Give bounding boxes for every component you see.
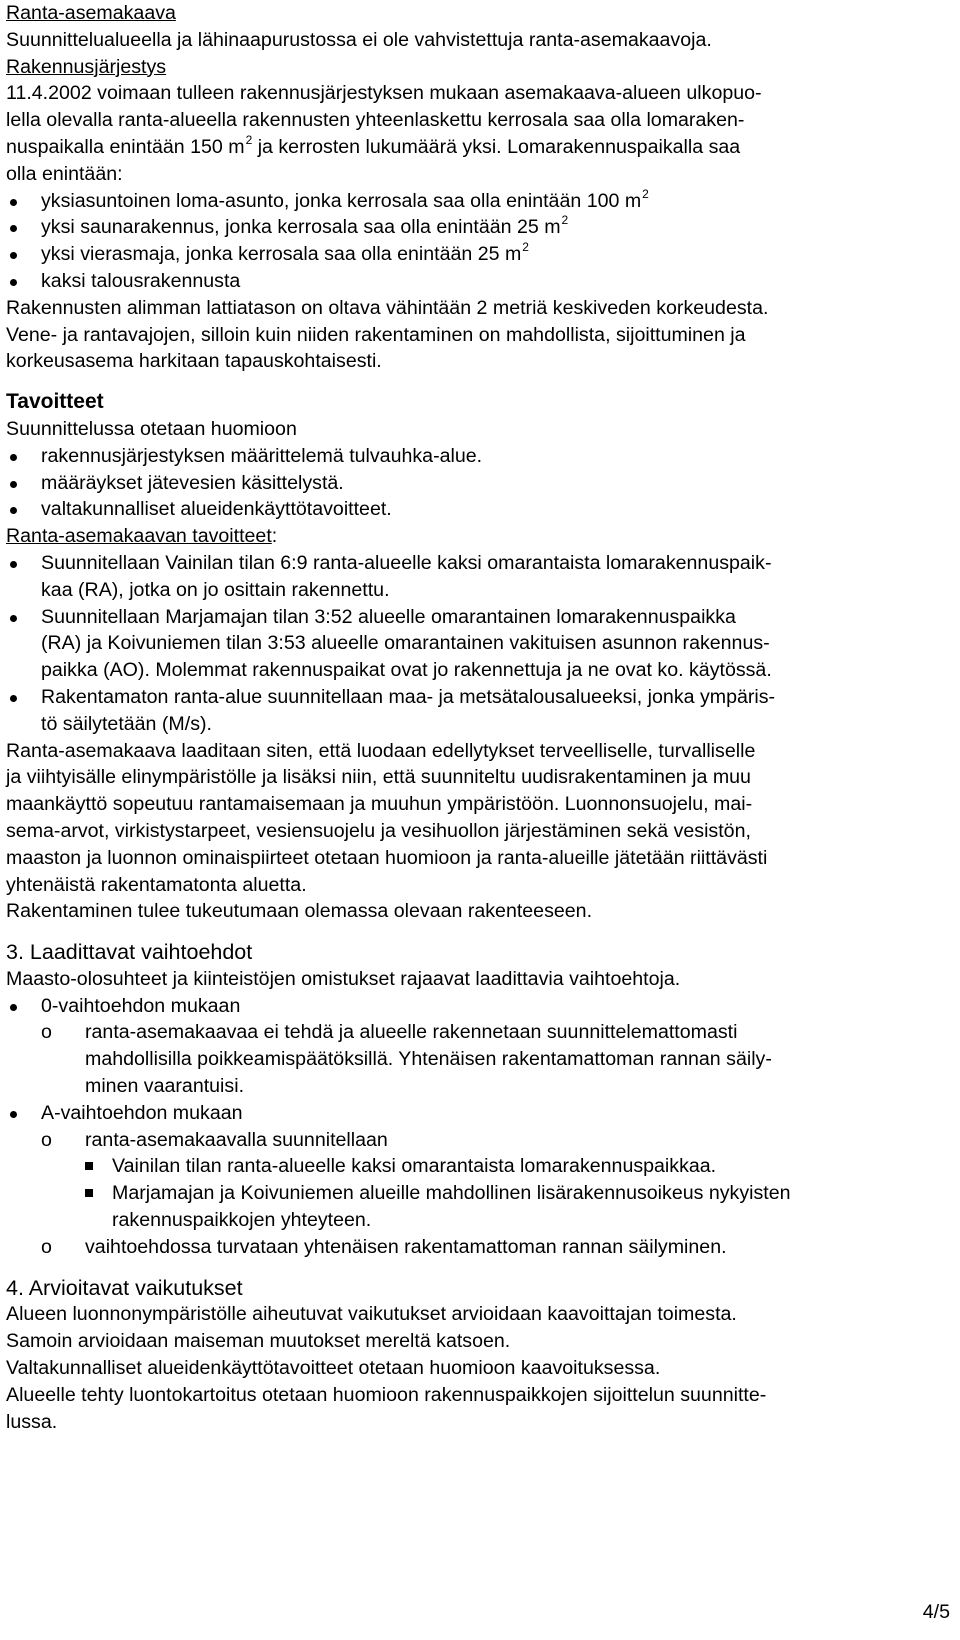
paragraph-line: maankäyttö sopeutuu rantamaisemaan ja muuhun ympäristöön. Luonnonsuojelu, mai- — [6, 793, 753, 816]
paragraph-line: maaston ja luonnon ominaispiirteet otetaan huomioon ja ranta-alueille jätetään riittävästi — [6, 846, 768, 869]
section-title-laadittavat-vaihtoehdot: 3. Laadittavat vaihtoehdot — [6, 940, 253, 965]
bullet-icon — [10, 481, 17, 488]
list-item: Rakentamaton ranta-alue suunnitellaan maa- ja metsätalousalueeksi, jonka ympäris- — [6, 684, 954, 711]
list-item: rakennusjärjestyksen määrittelemä tulvauhka-alue. — [6, 443, 954, 470]
bullet-icon — [10, 615, 17, 622]
square-bullet-icon — [85, 1162, 93, 1170]
circle-bullet-icon: o — [41, 1021, 52, 1044]
sub-list-item: o vaihtoehdossa turvataan yhtenäisen rakentamattoman rannan säilyminen. — [6, 1234, 954, 1261]
list-item: määräykset jätevesien käsittelystä. — [6, 470, 954, 497]
sub-list-item: o ranta-asemakaavalla suunnitellaan — [6, 1127, 954, 1154]
bullet-icon — [10, 695, 17, 702]
paragraph-line: yhtenäistä rakentamatonta aluetta. — [6, 873, 307, 896]
section-title-arvioitavat-vaikutukset: 4. Arvioitavat vaikutukset — [6, 1275, 243, 1300]
list-item: yksi saunarakennus, jonka kerrosala saa olla enintään 25 $m^2$ — [6, 214, 954, 241]
bullet-icon — [10, 279, 17, 286]
bullet-icon — [10, 225, 17, 232]
bullet-icon — [10, 1004, 17, 1011]
paragraph-line: sema-arvot, virkistystarpeet, vesiensuojelu ja vesihuollon järjestäminen sekä vesistön, — [6, 819, 751, 842]
bullet-icon — [10, 454, 17, 461]
paragraph-line: korkeusasema harkitaan tapauskohtaisesti. — [6, 350, 382, 373]
list-item-continuation: kaa (RA), jotka on jo osittain rakennettu. — [41, 578, 390, 601]
list-item: kaksi talousrakennusta — [6, 268, 954, 295]
paragraph-line: Samoin arvioidaan maiseman muutokset mereltä katsoen. — [6, 1330, 511, 1353]
bullet-icon — [10, 199, 17, 206]
paragraph-line: olla enintään: — [6, 162, 123, 185]
list-item-continuation: tö säilytetään (M/s). — [41, 712, 212, 735]
subsection-title-ranta-asemakaavan-tavoitteet: Ranta-asemakaavan tavoitteet: — [6, 525, 278, 548]
document-page — [6, 0, 954, 1435]
bullet-icon — [10, 252, 17, 259]
section-title-tavoitteet: Tavoitteet — [6, 390, 104, 414]
ranta-asemakaava-text: Suunnittelualueella ja lähinaapurustossa ei ole vahvistettuja ranta-asemakaavoja. — [6, 28, 712, 51]
paragraph-line: Valtakunnalliset alueidenkäyttötavoitteet otetaan huomioon kaavoituksessa. — [6, 1357, 661, 1380]
list-item: valtakunnalliset alueidenkäyttötavoitteet. — [6, 496, 954, 523]
paragraph-line: Alueelle tehty luontokartoitus otetaan huomioon rakennuspaikkojen sijoittelun suunnitte- — [6, 1383, 767, 1406]
list-item-continuation: paikka (AO). Molemmat rakennuspaikat ovat jo rakennettuja ja ne ovat ko. käytössä. — [41, 659, 772, 682]
list-item-continuation: (RA) ja Koivuniemen tilan 3:53 alueelle omarantainen vakituisen asunnon rakennus- — [41, 632, 770, 655]
section-title-ranta-asemakaava: Ranta-asemakaava — [6, 2, 176, 24]
page-number: 4/5 — [922, 1601, 950, 1623]
bullet-icon — [10, 561, 17, 568]
vaihtoehdot-intro: Maasto-olosuhteet ja kiinteistöjen omistukset rajaavat laadittavia vaihtoehtoja. — [6, 967, 681, 990]
list-item: yksi vierasmaja, jonka kerrosala saa olla enintään 25 $m^2$ — [6, 241, 954, 268]
paragraph-line: Rakennusten alimman lattiatason on oltava vähintään 2 metriä keskiveden korkeudesta. — [6, 296, 769, 319]
square-list-item: Vainilan tilan ranta-alueelle kaksi omarantaista lomarakennuspaikkaa. — [6, 1153, 954, 1180]
sub-list-item: o ranta-asemakaavaa ei tehdä ja alueelle rakennetaan suunnittelemattomasti — [6, 1019, 954, 1046]
superscript: 2 — [245, 132, 253, 147]
tavoitteet-intro: Suunnittelussa otetaan huomioon — [6, 417, 297, 440]
sub-list-item-continuation: mahdollisilla poikkeamispäätöksillä. Yhtenäisen rakentamattoman rannan säily- — [85, 1048, 772, 1071]
section-title-rakennusjarjestys: Rakennusjärjestys — [6, 55, 167, 78]
list-item: Suunnitellaan Marjamajan tilan 3:52 alueelle omarantainen lomarakennuspaikka — [6, 604, 954, 631]
paragraph-line: nuspaikalla enintään 150 $m^2$ ja kerrosten lukumäärä yksi. Lomarakennuspaikalla saa — [6, 132, 741, 158]
circle-bullet-icon: o — [41, 1128, 52, 1151]
bullet-icon — [10, 507, 17, 514]
paragraph-line: Ranta-asemakaava laaditaan siten, että luodaan edellytykset terveelliselle, turvalliselle — [6, 739, 756, 762]
circle-bullet-icon: o — [41, 1235, 52, 1258]
list-item: A-vaihtoehdon mukaan — [6, 1100, 954, 1127]
paragraph-line: Vene- ja rantavajojen, silloin kuin niiden rakentaminen on mahdollista, sijoittuminen ja — [6, 323, 746, 346]
list-item: 0-vaihtoehdon mukaan — [6, 993, 954, 1020]
paragraph-line: 11.4.2002 voimaan tulleen rakennusjärjestyksen mukaan asemakaava-alueen ulkopuo- — [6, 82, 762, 105]
paragraph-line: Alueen luonnonympäristölle aiheutuvat vaikutukset arvioidaan kaavoittajan toimesta. — [6, 1303, 737, 1326]
paragraph-line: ja viihtyisälle elinympäristölle ja lisäksi niin, että suunniteltu uudisrakentaminen ja muu — [6, 766, 751, 789]
bullet-icon — [10, 1111, 17, 1118]
list-item: Suunnitellaan Vainilan tilan 6:9 ranta-alueelle kaksi omarantaista lomarakennuspaik- — [6, 550, 954, 577]
paragraph-line: lella olevalla ranta-alueella rakennusten yhteenlaskettu kerrosala saa olla lomaraken- — [6, 109, 745, 132]
square-list-item: Marjamajan ja Koivuniemen alueille mahdollinen lisärakennusoikeus nykyisten — [6, 1180, 954, 1207]
paragraph-line: lussa. — [6, 1410, 58, 1433]
square-bullet-icon — [85, 1189, 93, 1197]
square-list-item-continuation: rakennuspaikkojen yhteyteen. — [112, 1209, 372, 1232]
sub-list-item-continuation: minen vaarantuisi. — [85, 1075, 245, 1098]
list-item: yksiasuntoinen loma-asunto, jonka kerrosala saa olla enintään 100 $m^2$ — [6, 188, 954, 215]
paragraph-line: Rakentaminen tulee tukeutumaan olemassa olevaan rakenteeseen. — [6, 900, 593, 923]
